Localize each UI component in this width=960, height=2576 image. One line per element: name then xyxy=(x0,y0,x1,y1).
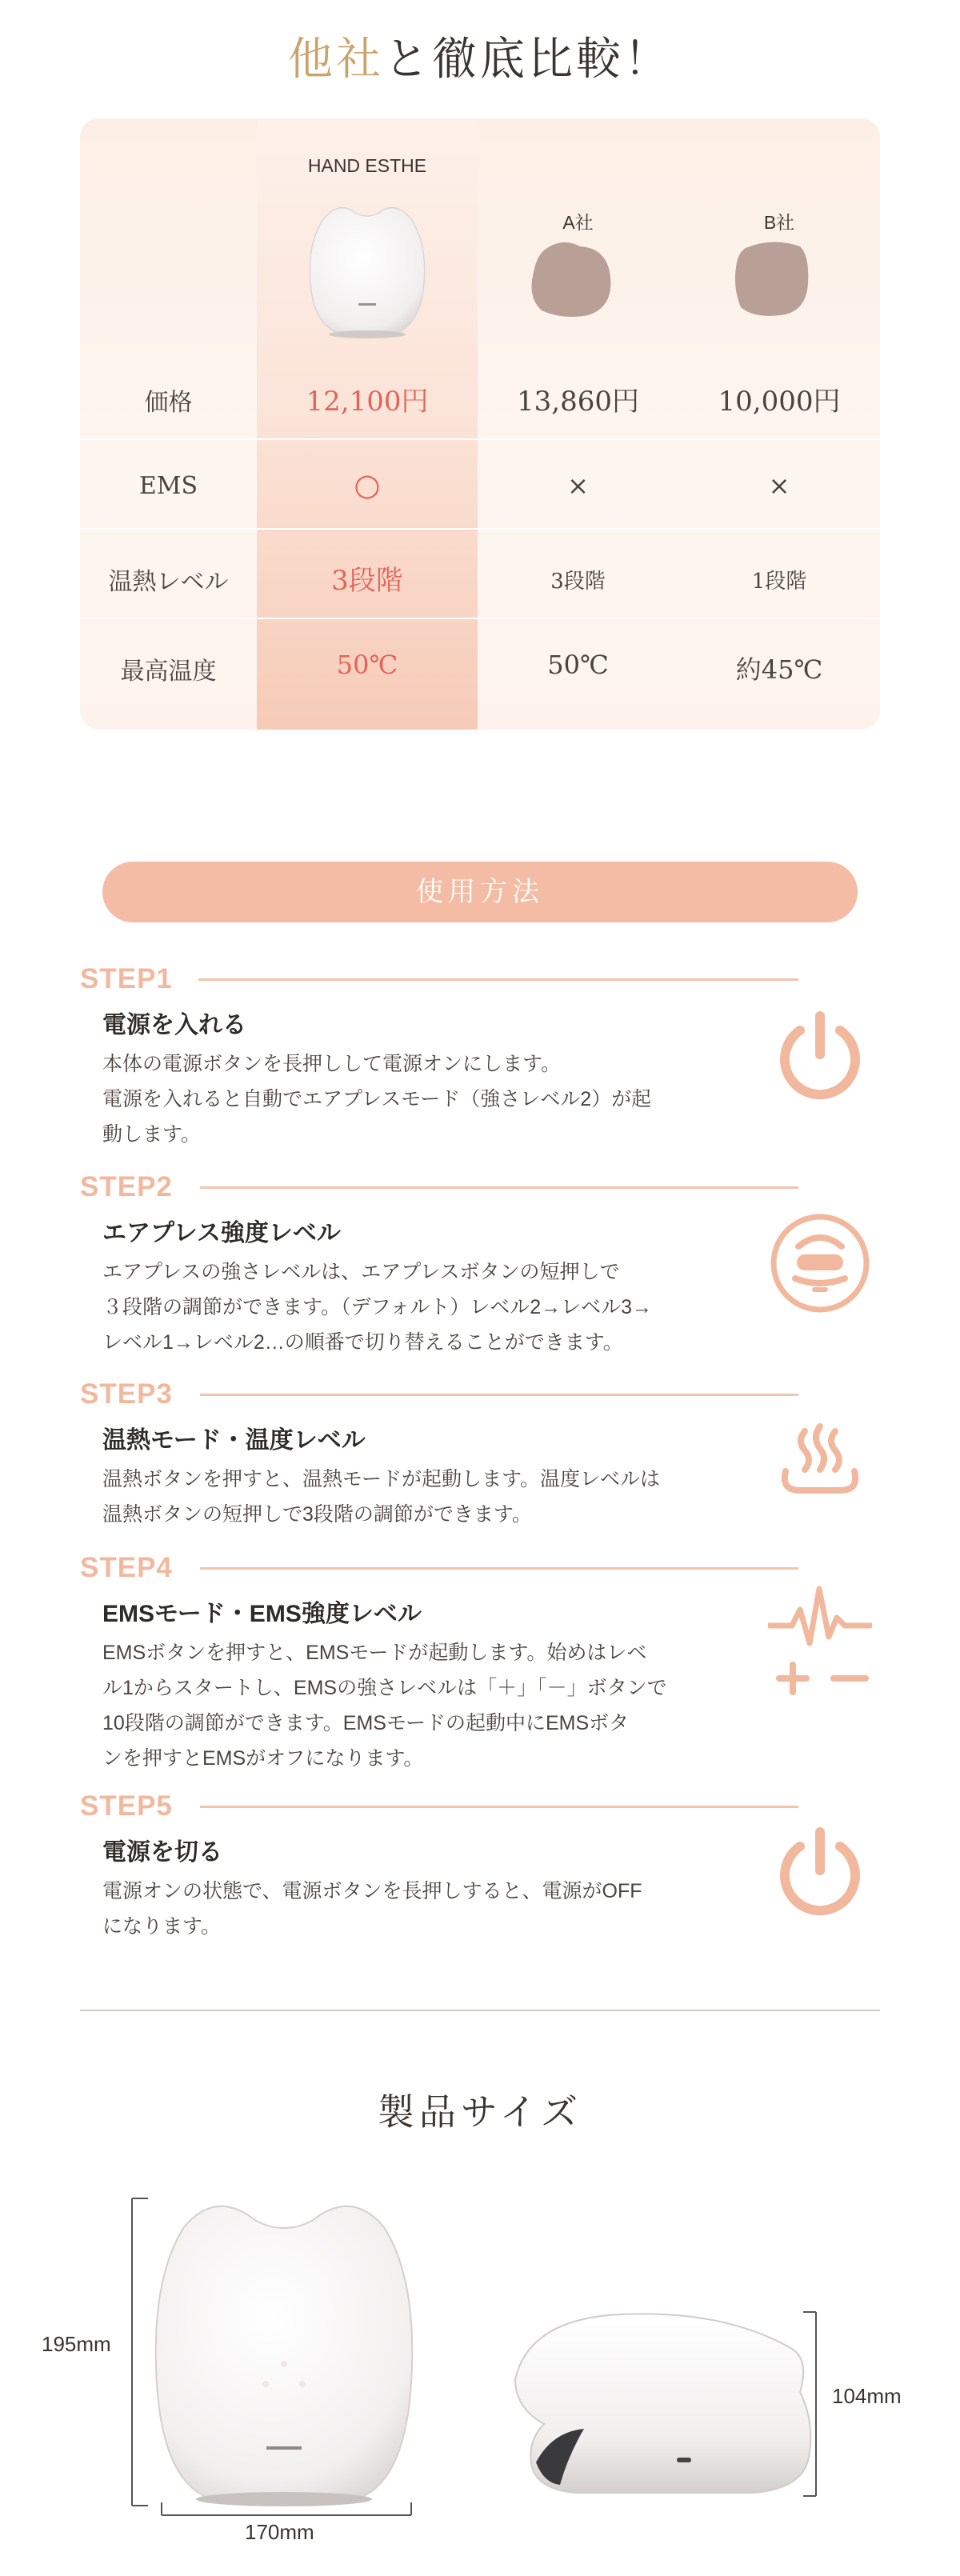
step-3 xyxy=(80,1378,880,1530)
step-title: エアプレス強度レベル xyxy=(102,1220,341,1246)
heat-level-b: 1段階 xyxy=(751,570,807,594)
step-text-line: ンを押すとEMSがオフになります。 xyxy=(102,1747,424,1770)
step-text-line: 温熱ボタンを押すと、温熱モードが起動します。温度レベルは xyxy=(102,1468,661,1490)
ems-pulse-icon xyxy=(768,1581,872,1701)
step-title: 電源を切る xyxy=(102,1839,222,1866)
step-text-line: ３段階の調節ができます。（デフォルト）レベル2→レベル3→ xyxy=(102,1296,653,1318)
comparison-table xyxy=(80,118,880,730)
step-description xyxy=(102,1635,726,1776)
step-title: 温熱モード・温度レベル xyxy=(102,1427,366,1454)
step-text-line: 本体の電源ボタンを長押しして電源オンにします。 xyxy=(102,1053,562,1075)
step-line xyxy=(200,1186,798,1189)
step-5 xyxy=(80,1790,880,1950)
ems-b: × xyxy=(768,470,790,501)
height-dimension: 195mm xyxy=(42,2332,111,2356)
air-press-icon xyxy=(768,1211,872,1315)
product-name-b: B社 xyxy=(763,212,795,233)
step-text-line: レベル1→レベル2…の順番で切り替えることができます。 xyxy=(102,1331,623,1354)
max-temp-a: 50℃ xyxy=(547,650,609,680)
company-a-device-image xyxy=(530,240,614,318)
step-1 xyxy=(80,963,880,1147)
page-title xyxy=(0,24,960,88)
step-4 xyxy=(80,1552,880,1768)
row-label-max-temp: 最高温度 xyxy=(120,658,217,686)
front-view-diagram xyxy=(120,2192,440,2544)
heat-level-a: 3段階 xyxy=(550,570,606,594)
step-label: STEP1 xyxy=(80,963,173,994)
row-divider xyxy=(80,528,880,530)
ems-a: × xyxy=(567,470,589,501)
step-label: STEP4 xyxy=(80,1552,173,1583)
step-text-line: になります。 xyxy=(102,1915,222,1938)
step-line xyxy=(200,1394,798,1396)
step-label: STEP3 xyxy=(80,1378,173,1410)
step-description xyxy=(102,1046,726,1152)
step-text-line: 電源オンの状態で、電源ボタンを長押しすると、電源がOFF xyxy=(102,1880,642,1902)
side-view-diagram xyxy=(512,2304,832,2544)
section-divider xyxy=(80,2010,880,2011)
price-b: 10,000円 xyxy=(718,386,841,418)
step-2 xyxy=(80,1171,880,1355)
hand-esthe-device-image xyxy=(307,195,427,341)
step-description xyxy=(102,1462,726,1532)
step-text-line: 温熱ボタンの短押しで3段階の調節ができます。 xyxy=(102,1503,532,1526)
heat-icon xyxy=(768,1407,872,1511)
product-name-a: A社 xyxy=(562,212,594,233)
step-description xyxy=(102,1874,726,1944)
step-line xyxy=(200,1806,798,1808)
power-icon xyxy=(768,1821,872,1925)
step-label: STEP2 xyxy=(80,1171,173,1202)
max-temp-b: 約45℃ xyxy=(735,654,823,685)
step-text-line: 10段階の調節ができます。EMSモードの起動中にEMSボタ xyxy=(102,1712,630,1734)
max-temp-hand-esthe: 50℃ xyxy=(336,650,398,680)
company-b-device-image xyxy=(734,240,810,317)
width-dimension: 170mm xyxy=(245,2520,314,2544)
step-title: EMSモード・EMS強度レベル xyxy=(102,1601,422,1627)
step-text-line: 電源を入れると自動でエアプレスモード（強さレベル2）が起 xyxy=(102,1088,652,1110)
product-name-hand-esthe: HAND ESTHE xyxy=(307,155,427,176)
step-description xyxy=(102,1254,726,1360)
row-label-ems: EMS xyxy=(138,472,198,500)
step-text-line: エアプレスの強さレベルは、エアプレスボタンの短押しで xyxy=(102,1261,620,1283)
step-text-line: EMSボタンを押すと、EMSモードが起動します。始めはレベ xyxy=(102,1642,647,1664)
size-section-title: 製品サイズ xyxy=(377,2090,583,2134)
price-a: 13,860円 xyxy=(517,386,639,418)
price-hand-esthe: 12,100円 xyxy=(306,386,429,418)
usage-banner: 使用方法 xyxy=(102,862,858,922)
step-title: 電源を入れる xyxy=(102,1012,246,1038)
ems-hand-esthe: ○ xyxy=(354,467,381,502)
step-label: STEP5 xyxy=(80,1790,173,1822)
row-label-price: 価格 xyxy=(144,389,193,417)
step-line xyxy=(200,1567,798,1570)
row-divider xyxy=(80,438,880,440)
depth-dimension: 104mm xyxy=(832,2384,902,2408)
row-divider xyxy=(80,618,880,619)
step-line xyxy=(198,978,798,981)
step-text-line: ル1からスタートし、EMSの強さレベルは「＋」「－」ボタンで xyxy=(102,1677,667,1699)
step-text-line: 動します。 xyxy=(102,1123,202,1146)
title-rest: と徹底比較！ xyxy=(384,34,672,86)
title-accent: 他社 xyxy=(288,34,384,86)
power-icon xyxy=(768,1005,872,1109)
row-label-heat-level: 温熱レベル xyxy=(108,568,229,596)
heat-level-hand-esthe: 3段階 xyxy=(331,565,403,597)
